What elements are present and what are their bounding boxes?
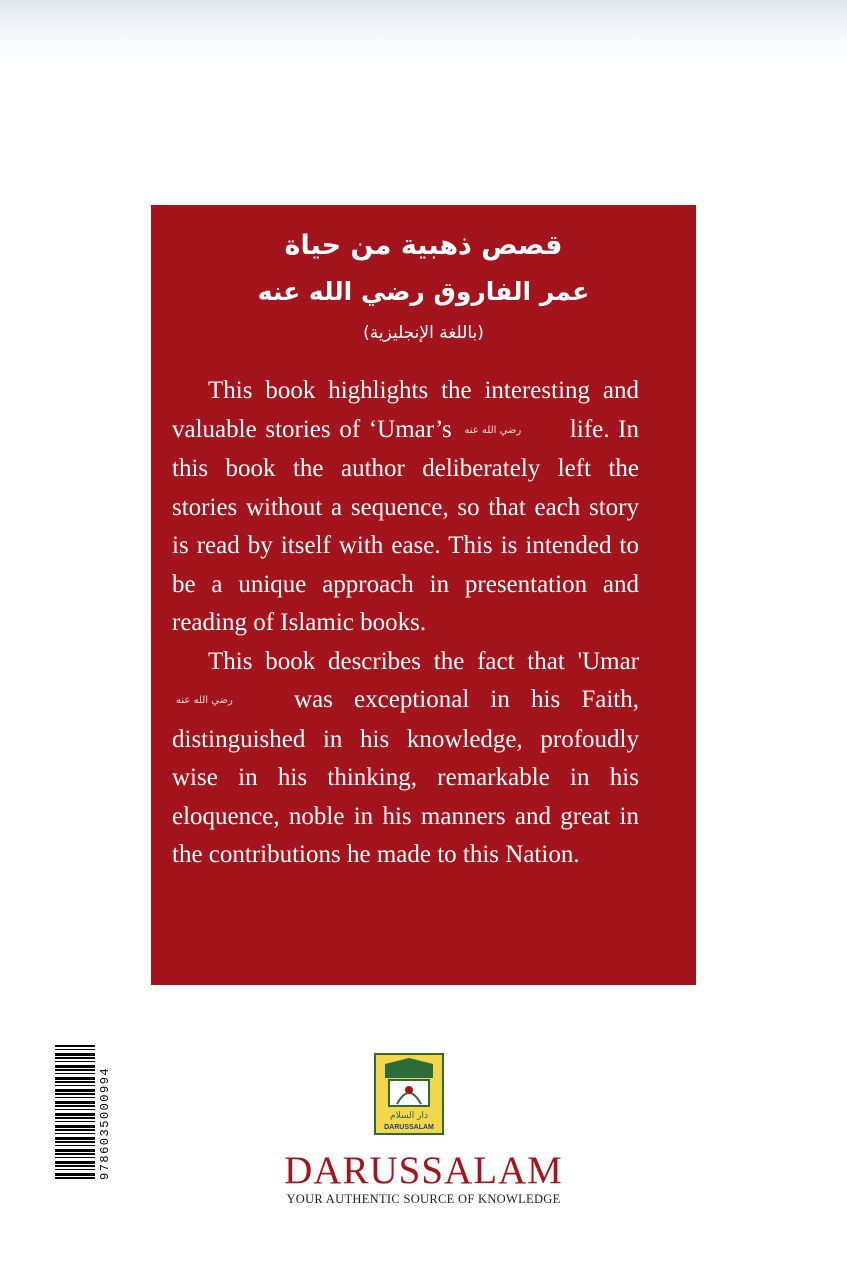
paragraph-2-part-1: This book describes the fact that 'Umar xyxy=(208,647,639,675)
description-panel xyxy=(151,205,696,985)
honorific-glyph: رضي الله عنه xyxy=(176,695,233,707)
paragraph-1-part-2: life. In this book the author deliberately left the stories without a sequence, so that each story is read by itself with ease. This is intended to be a unique approach in presentation and reading of Islamic books. xyxy=(172,415,639,637)
paragraph-1-part-1: This book highlights the interesting and valuable stories of ‘Umar’s xyxy=(172,377,639,443)
sky-background xyxy=(0,0,847,60)
description-paragraph-1 xyxy=(172,372,639,643)
paragraph-2-part-2: was exceptional in his Faith, distinguished in his knowledge, profoudly wise in his thinking, remarkable in his eloquence, noble in his manners and great in the contributions he made to this Nation. xyxy=(172,686,639,869)
logo-latin-text: DARUSSALAM xyxy=(384,1124,434,1131)
barcode-digits: 9786035000994 xyxy=(98,1066,112,1180)
isbn-barcode xyxy=(55,1045,112,1180)
logo-emblem-icon xyxy=(373,1052,445,1136)
arabic-title-line-1: قصص ذهبية من حياة xyxy=(284,230,563,261)
barcode-bars xyxy=(55,1045,95,1180)
description-paragraph-2 xyxy=(172,643,639,875)
logo-arabic-text: دار السلام xyxy=(390,1111,428,1121)
arabic-title-line-2: عمر الفاروق رضي الله عنه xyxy=(257,277,590,306)
book-description xyxy=(172,372,639,875)
publisher-name: DARUSSALAM xyxy=(284,1149,563,1192)
honorific-glyph: رضي الله عنه xyxy=(464,424,522,436)
darussalam-logo xyxy=(373,1052,445,1136)
publisher-tagline: YOUR AUTHENTIC SOURCE OF KNOWLEDGE xyxy=(286,1192,561,1206)
arabic-title-line-3: (باللغة الإنجليزية) xyxy=(363,323,484,343)
